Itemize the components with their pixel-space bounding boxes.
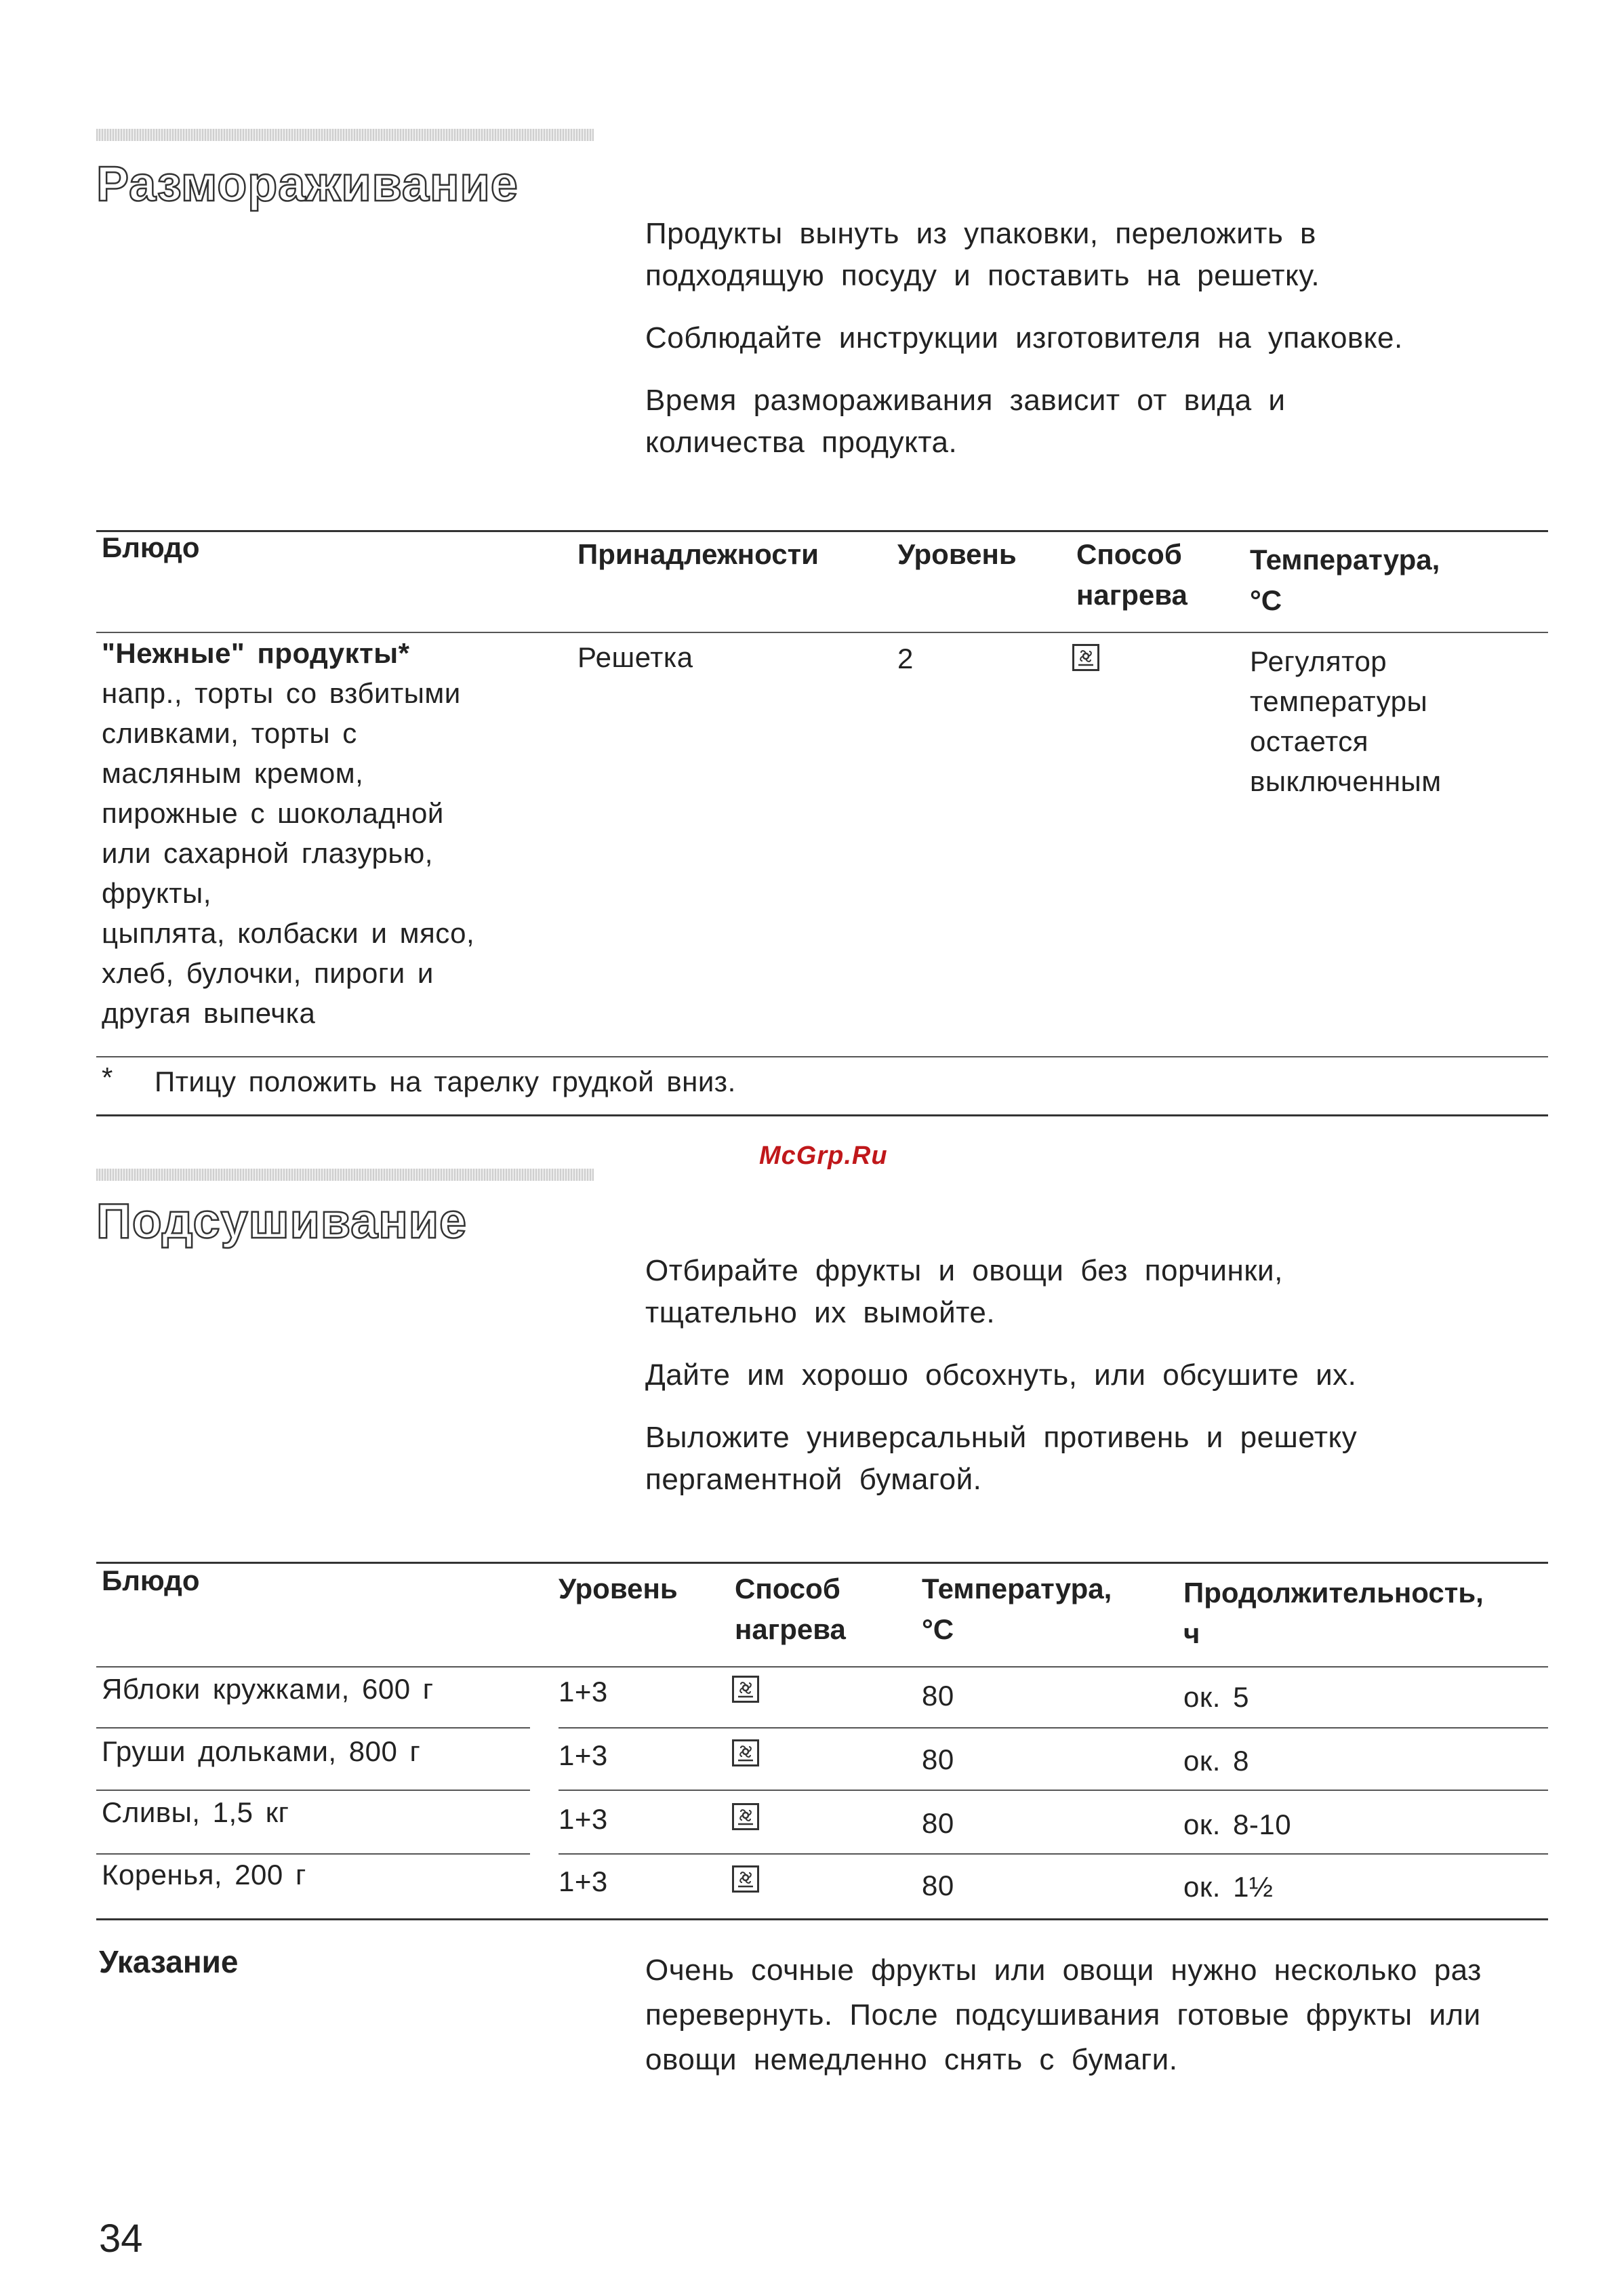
drying-temperature-cell: 80 bbox=[922, 1680, 954, 1712]
row-separator bbox=[559, 1853, 1548, 1855]
note-label: Указание bbox=[99, 1944, 239, 1979]
drying-temperature-cell: 80 bbox=[922, 1870, 954, 1901]
defrost-temperature-cell bbox=[1250, 641, 1442, 801]
defrost-temperature-line: выключенным bbox=[1250, 765, 1442, 797]
defrost-intro-paragraph: Продукты вынуть из упаковки, переложить в подходящую посуду и поставить на решетку. bbox=[645, 217, 1320, 292]
drying-duration-cell: ок. 5 bbox=[1183, 1681, 1249, 1713]
row-separator bbox=[559, 1790, 1548, 1791]
drying-intro-paragraph: Отбирайте фрукты и овощи без порчинки, тщательно их вымойте. bbox=[645, 1254, 1283, 1329]
drying-dish-cell: Груши дольками, 800 г bbox=[102, 1735, 421, 1767]
defrost-dish-line: другая выпечка bbox=[102, 997, 316, 1029]
page-number: 34 bbox=[99, 2217, 143, 2261]
row-separator bbox=[559, 1727, 1548, 1729]
defrost-dish-line: или сахарной глазурью, bbox=[102, 837, 433, 869]
drying-intro bbox=[645, 1250, 1554, 1521]
col-header-heating-line: Способ bbox=[1076, 538, 1182, 570]
drying-level-cell: 1+3 bbox=[559, 1865, 608, 1897]
hot-air-icon bbox=[732, 1739, 759, 1766]
defrost-accessory-cell: Решетка bbox=[577, 641, 693, 673]
hot-air-icon bbox=[732, 1803, 759, 1830]
section-header-shade bbox=[96, 129, 594, 141]
defrost-level-cell: 2 bbox=[897, 643, 914, 674]
col-header-duration bbox=[1183, 1573, 1484, 1654]
drying-level-cell: 1+3 bbox=[559, 1739, 608, 1771]
defrost-temperature-line: Регулятор bbox=[1250, 645, 1387, 677]
fan-defrost-icon bbox=[1072, 644, 1099, 671]
table-top-rule bbox=[96, 1562, 1548, 1564]
row-separator bbox=[96, 1727, 530, 1729]
footnote-top-rule bbox=[96, 1056, 1548, 1057]
defrost-dish-cell bbox=[102, 633, 563, 1033]
hot-air-icon bbox=[732, 1865, 759, 1893]
defrost-temperature-line: остается bbox=[1250, 725, 1368, 757]
col-header-level: Уровень bbox=[559, 1573, 678, 1604]
col-header-dish: Блюдо bbox=[102, 1564, 200, 1596]
table-bottom-rule bbox=[96, 1918, 1548, 1920]
drying-temperature-cell: 80 bbox=[922, 1743, 954, 1775]
col-header-temperature bbox=[922, 1569, 1112, 1650]
note-text-block bbox=[645, 1948, 1554, 2103]
defrost-title: Размораживание bbox=[96, 157, 519, 211]
table-header-rule bbox=[96, 1666, 1548, 1668]
drying-intro-paragraph: Дайте им хорошо обсохнуть, или обсушите их. bbox=[645, 1358, 1357, 1392]
defrost-dish-line: напр., торты со взбитыми bbox=[102, 677, 461, 709]
col-header-heating bbox=[735, 1569, 846, 1650]
note-text: Очень сочные фрукты или овощи нужно несколько раз перевернуть. После подсушивания готовые фрукты или овощи немедленно снять с бумаги. bbox=[645, 1954, 1482, 2076]
col-header-heating bbox=[1076, 534, 1187, 615]
col-header-duration-line: Продолжительность, bbox=[1183, 1577, 1484, 1609]
watermark: McGrp.Ru bbox=[759, 1142, 888, 1170]
table-top-rule bbox=[96, 530, 1548, 532]
defrost-dish-line: хлеб, булочки, пироги и bbox=[102, 957, 434, 989]
col-header-dish: Блюдо bbox=[102, 531, 200, 563]
defrost-intro-paragraph: Время размораживания зависит от вида и количества продукта. bbox=[645, 384, 1286, 459]
footnote-mark: * bbox=[102, 1062, 113, 1093]
drying-level-cell: 1+3 bbox=[559, 1803, 608, 1835]
col-header-heating-line: Способ bbox=[735, 1573, 840, 1604]
row-separator bbox=[96, 1790, 530, 1791]
defrost-dish-line: масляным кремом, bbox=[102, 757, 364, 789]
drying-level-cell: 1+3 bbox=[559, 1676, 608, 1708]
defrost-intro bbox=[645, 213, 1554, 484]
drying-temperature-cell: 80 bbox=[922, 1807, 954, 1839]
section-header-shade bbox=[96, 1169, 594, 1181]
defrost-dish-line: пирожные с шоколадной bbox=[102, 797, 444, 829]
col-header-level: Уровень bbox=[897, 538, 1017, 570]
hot-air-icon bbox=[732, 1676, 759, 1703]
drying-title: Подсушивание bbox=[96, 1194, 468, 1249]
defrost-dish-line: фрукты, bbox=[102, 877, 211, 909]
col-header-temperature-line: Температура, bbox=[922, 1573, 1112, 1604]
col-header-heating-line: нагрева bbox=[1076, 579, 1187, 611]
drying-dish-cell: Коренья, 200 г bbox=[102, 1859, 306, 1891]
drying-dish-cell: Сливы, 1,5 кг bbox=[102, 1796, 289, 1828]
col-header-temperature-line: °C bbox=[922, 1613, 954, 1645]
drying-dish-cell: Яблоки кружками, 600 г bbox=[102, 1673, 434, 1705]
defrost-intro-paragraph: Соблюдайте инструкции изготовителя на упаковке. bbox=[645, 321, 1403, 355]
defrost-dish-line: цыплята, колбаски и мясо, bbox=[102, 917, 475, 949]
drying-duration-cell: ок. 8-10 bbox=[1183, 1809, 1292, 1840]
col-header-temperature bbox=[1250, 540, 1440, 621]
defrost-dish-title: "Нежные" продукты* bbox=[102, 637, 410, 669]
col-header-accessories: Принадлежности bbox=[577, 538, 819, 570]
table-bottom-rule bbox=[96, 1114, 1548, 1116]
defrost-dish-line: сливками, торты с bbox=[102, 717, 357, 749]
col-header-heating-line: нагрева bbox=[735, 1613, 846, 1645]
drying-duration-cell: ок. 8 bbox=[1183, 1745, 1249, 1777]
defrost-temperature-line: температуры bbox=[1250, 685, 1428, 717]
col-header-temperature-line: Температура, bbox=[1250, 544, 1440, 575]
footnote-text: Птицу положить на тарелку грудкой вниз. bbox=[155, 1066, 736, 1097]
drying-intro-paragraph: Выложите универсальный противень и решетку пергаментной бумагой. bbox=[645, 1421, 1358, 1496]
col-header-duration-line: ч bbox=[1183, 1617, 1200, 1649]
col-header-temperature-line: °C bbox=[1250, 584, 1282, 616]
drying-duration-cell: ок. 1½ bbox=[1183, 1871, 1274, 1903]
